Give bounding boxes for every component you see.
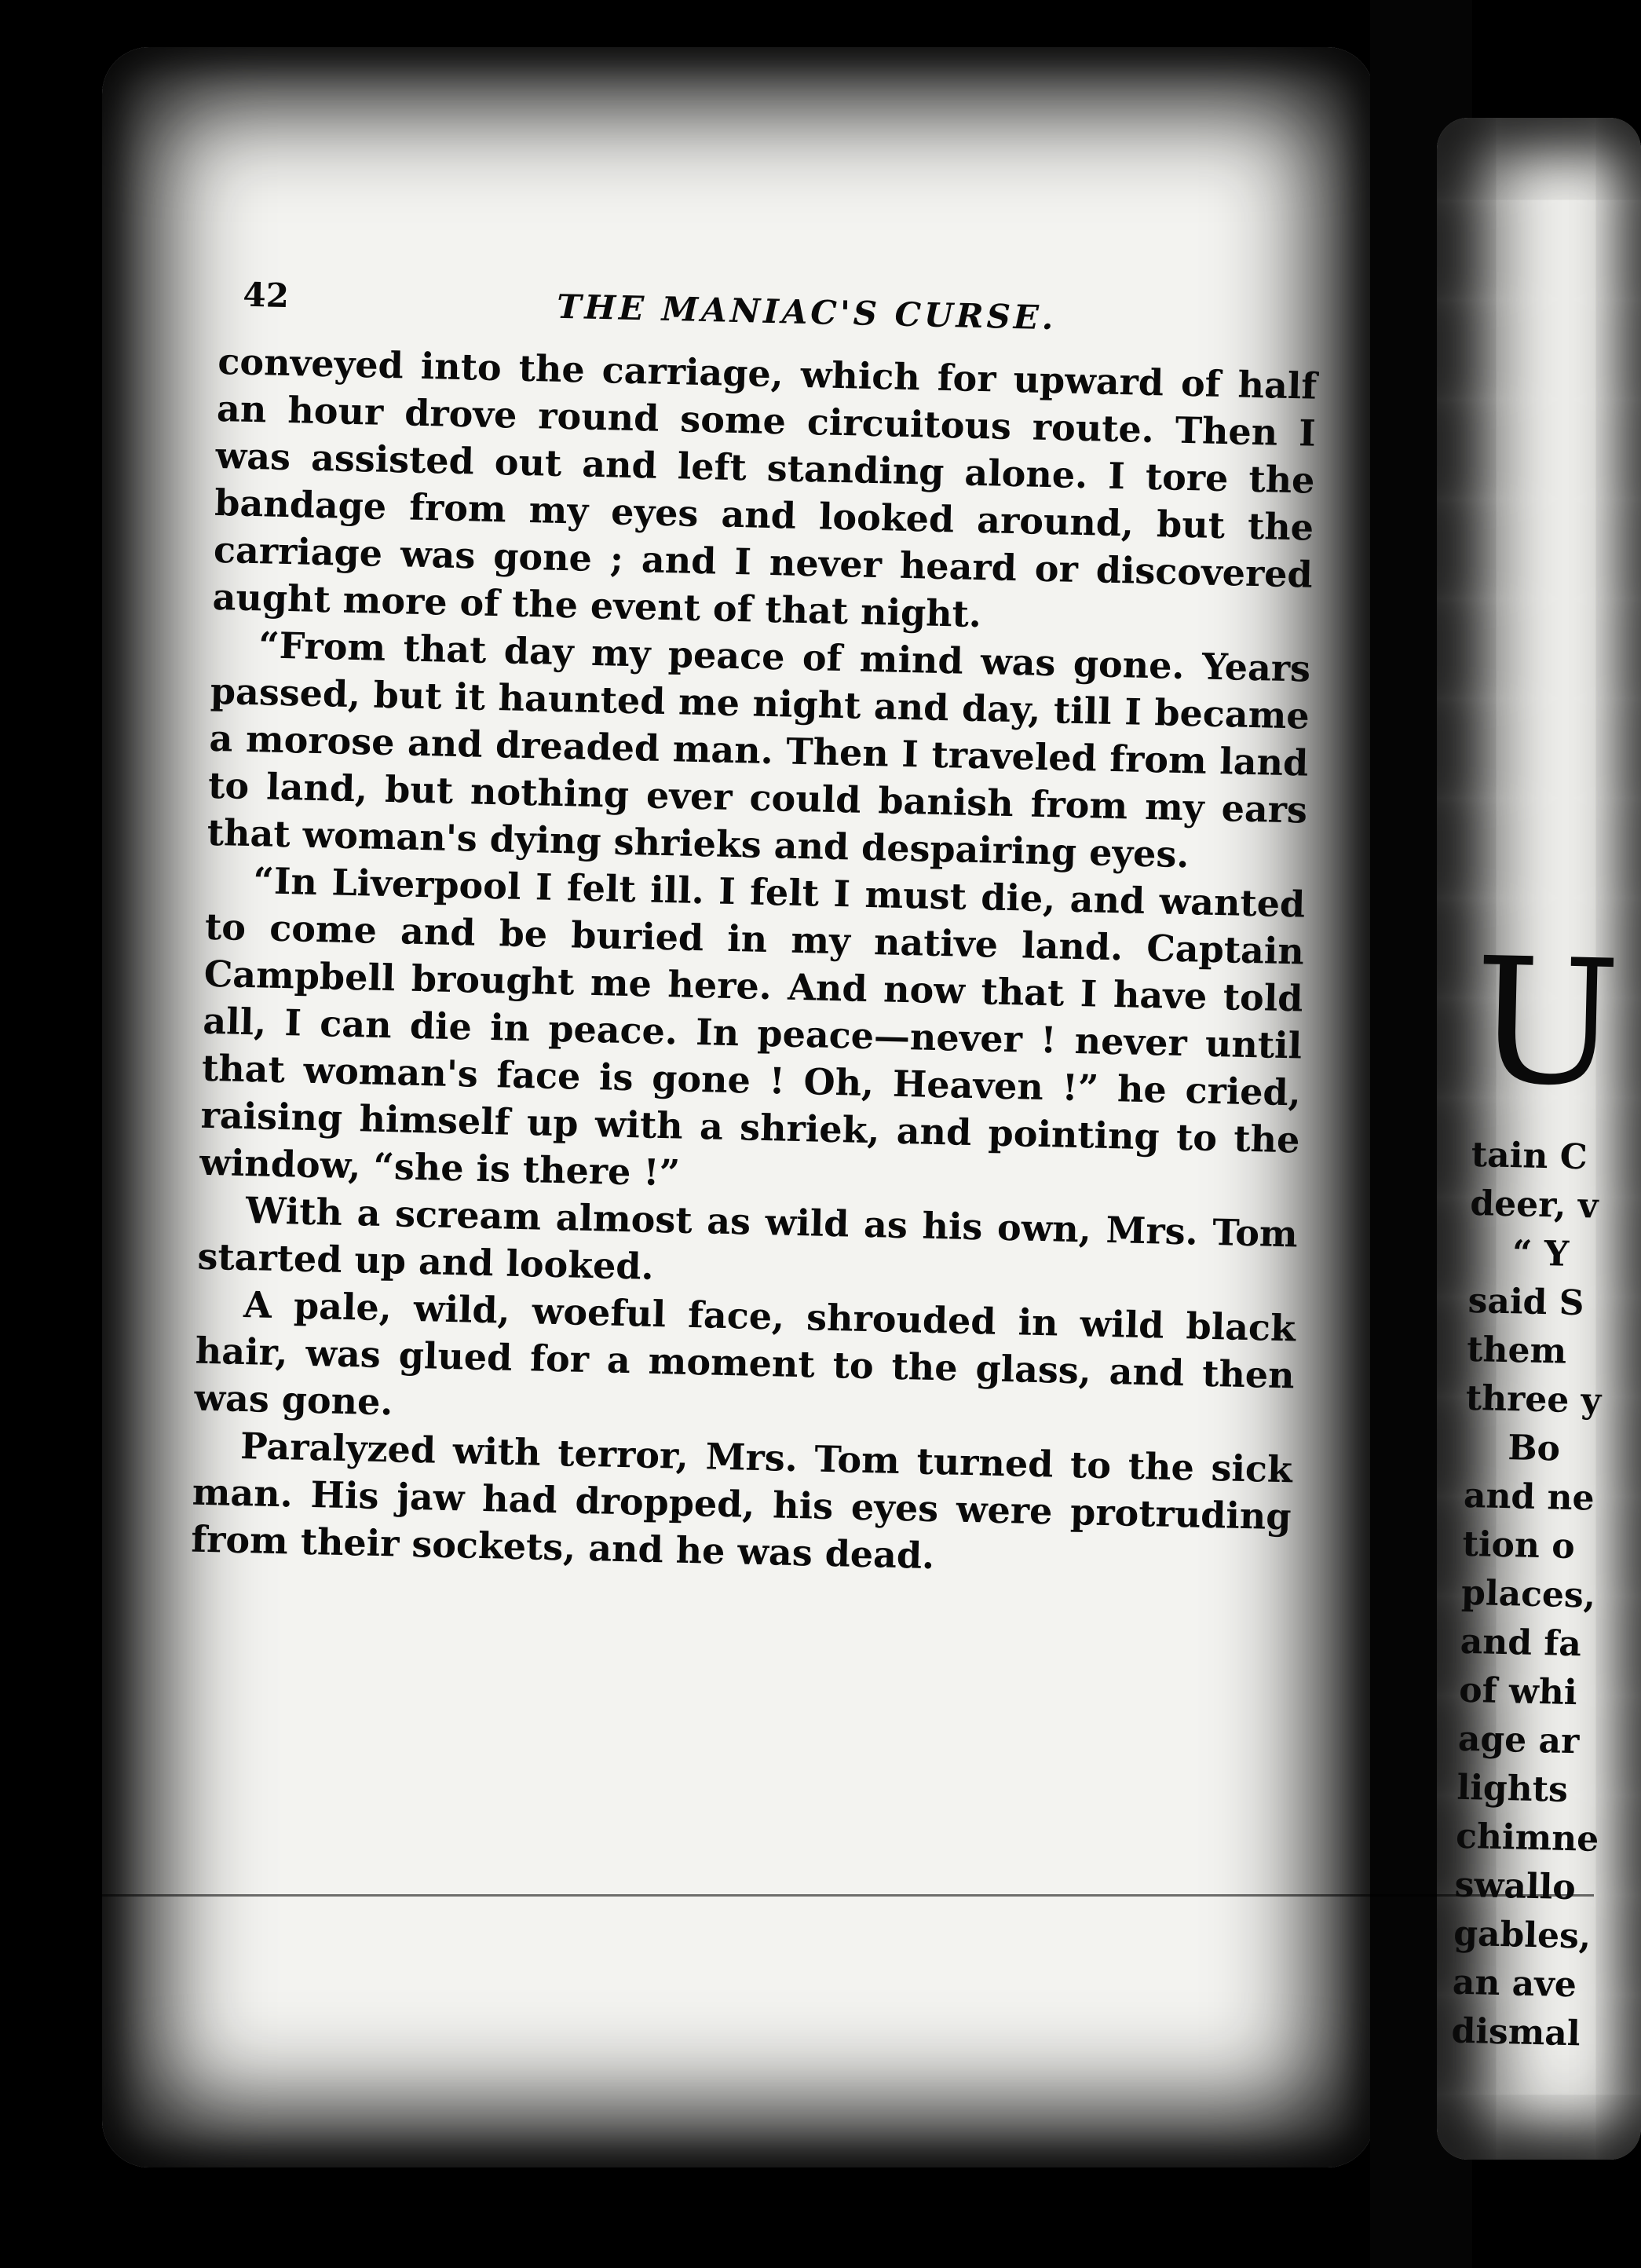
- fragment-line: places,: [1460, 1572, 1596, 1616]
- fragment-line: gables,: [1453, 1913, 1592, 1957]
- page-number: 42: [242, 275, 290, 315]
- fragment-line: age ar: [1457, 1718, 1580, 1762]
- fragment-line: lights: [1456, 1767, 1569, 1810]
- running-title: THE MANIAC'S CURSE.: [556, 287, 1058, 338]
- fragment-line: “ Y: [1511, 1233, 1570, 1275]
- paragraph: With a scream almost as wild as his own, Mrs. Tom started up and looked.: [197, 1189, 1299, 1288]
- paragraph: “From that day my peace of mind was gone. Years passed, but it haunted me night and day, till I became a morose and dreaded man. Then I traveled from land to land, but nothing ever could banish from my ears that woman's dying shrieks and despairing eyes.: [206, 624, 1311, 876]
- paragraph: conveyed into the carriage, which for upward of half an hour drove round some circuitous route. Then I was assisted out and left standing alone. I tore the bandage from my eyes and looked around, but the carriage was gone ; and I never heard or discovered aught more of the event of that night.: [212, 339, 1318, 636]
- fragment-line: of whi: [1458, 1670, 1578, 1714]
- fragment-line: chimne: [1455, 1816, 1599, 1860]
- fragment-line: said S: [1467, 1280, 1585, 1324]
- fragment-line: tion o: [1462, 1524, 1576, 1567]
- facing-page-fragment: [1450, 920, 1633, 2059]
- fragment-line: an ave: [1452, 1962, 1577, 2006]
- paragraph: “In Liverpool I felt ill. I felt I must die, and wanted to come and be buried in my native land. Captain Campbell brought me here. And now that I have told all, I can die in peace. In peace—never ! never until that woman's face is gone ! Oh, Heaven !” he cried, raising himself up with a shriek, and pointing to the window, “she is there !”: [199, 859, 1306, 1194]
- fragment-line: dismal: [1450, 2010, 1581, 2054]
- fragment-line: Bo: [1507, 1428, 1561, 1469]
- paragraph: Paralyzed with terror, Mrs. Tom turned to the sick man. His jaw had dropped, his eyes were protruding from their sockets, and he was dead.: [190, 1424, 1293, 1578]
- fragment-line: and ne: [1463, 1475, 1595, 1519]
- body-text: [191, 338, 1318, 1587]
- fragment-line: and fa: [1460, 1621, 1582, 1665]
- fragment-line: swallo: [1454, 1864, 1577, 1908]
- drop-cap: U: [1471, 920, 1623, 1125]
- fragment-line: tain C: [1471, 1134, 1588, 1178]
- fragment-line: them: [1466, 1329, 1567, 1372]
- left-page-content: [191, 275, 1319, 1587]
- paragraph: A pale, wild, woeful face, shrouded in wild black hair, was glued for a moment to the glass, and then was gone.: [193, 1283, 1296, 1424]
- fragment-line: three y: [1465, 1377, 1602, 1421]
- page-edge-line: [102, 1894, 1594, 1897]
- fragment-line: deer, v: [1469, 1183, 1599, 1227]
